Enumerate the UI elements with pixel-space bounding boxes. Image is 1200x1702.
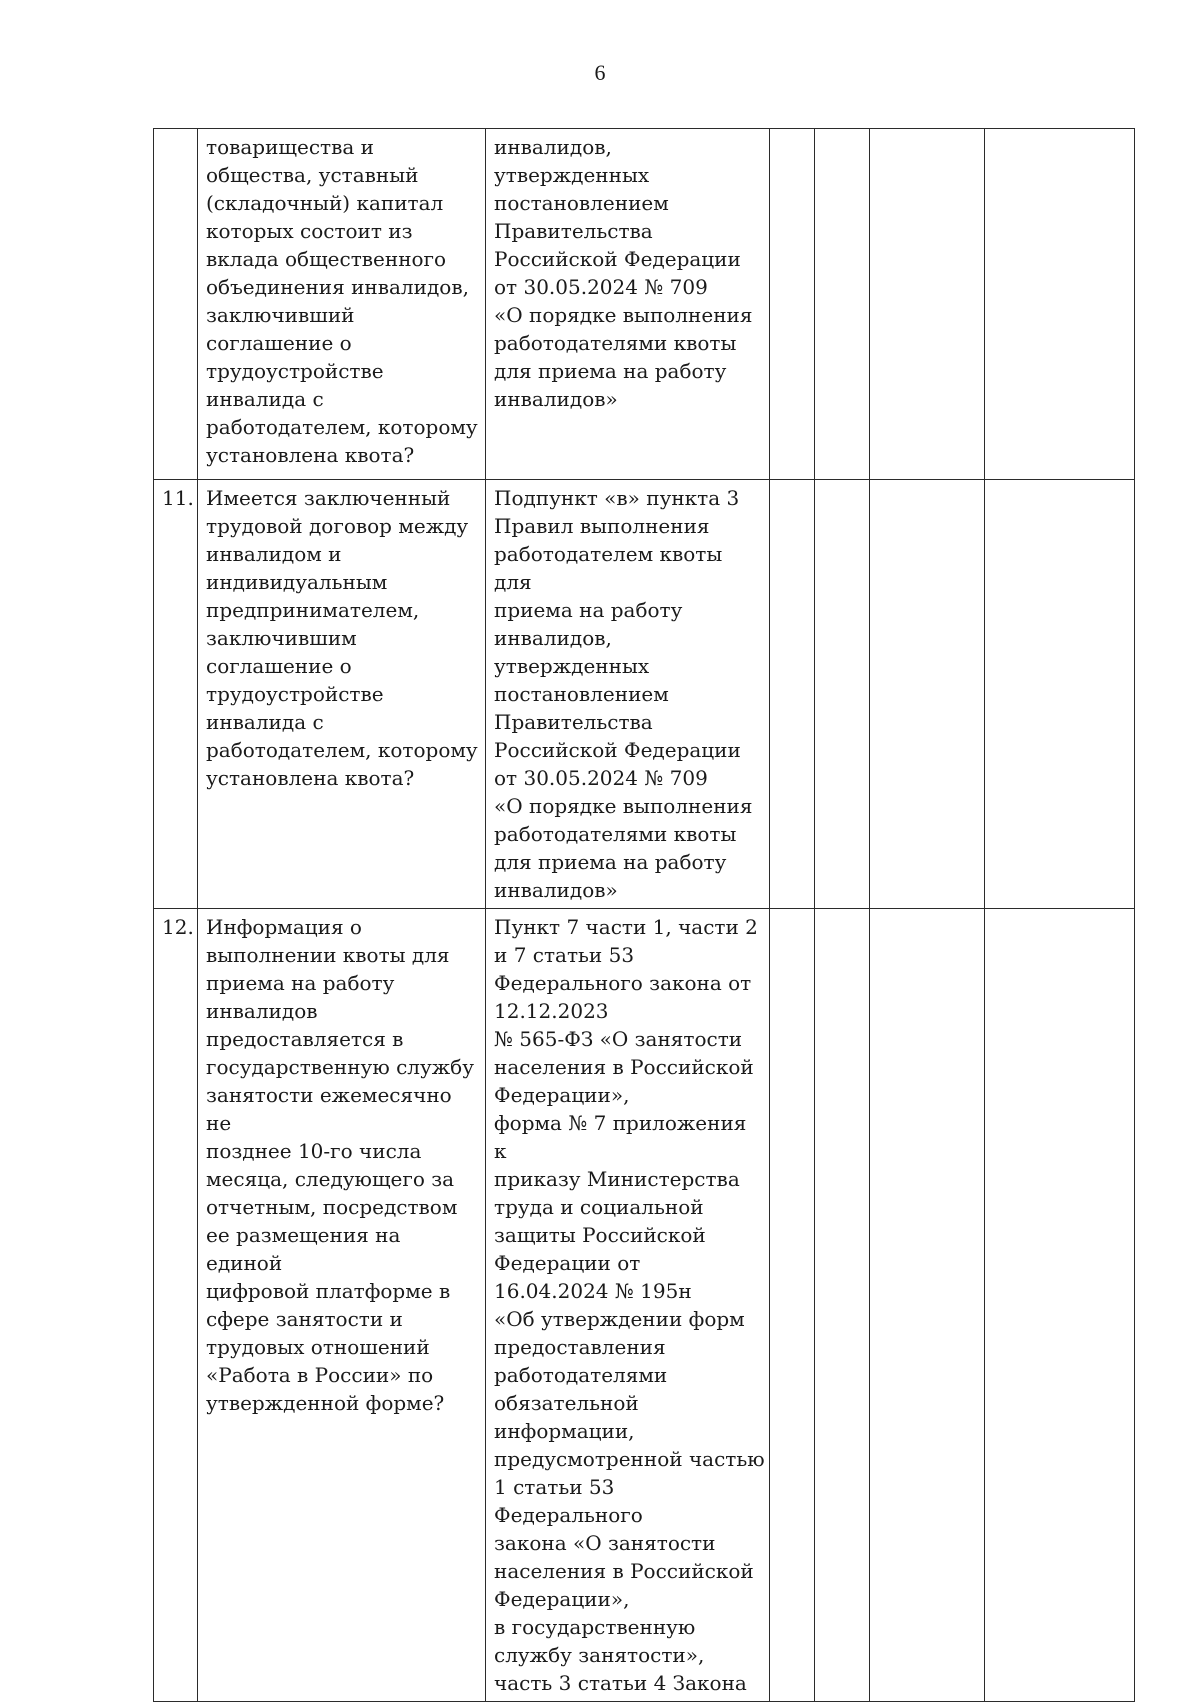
checklist-table [153,128,1135,1702]
note-cell [985,129,1135,480]
question-cell: товарищества и общества, уставный (складочный) капитал которых состоит из вклада общественного объединения инвалидов, заключивший соглашение о трудоустройстве инвалида с работодателем, которому установлена квота? [198,129,486,480]
page-number: 6 [594,60,606,85]
answer-yes-cell [770,480,815,909]
reference-cell: Подпункт «в» пункта 3 Правил выполнения работодателем квоты для приема на работу инвалидов, утвержденных постановлением Правительства Российской Федерации от 30.05.2024 № 709 «О порядке выполнения работодателями квоты для приема на работу инвалидов» [486,480,770,909]
note-cell [985,480,1135,909]
answer-no-cell [815,129,870,480]
table-row [154,480,1135,909]
reference-cell: инвалидов, утвержденных постановлением Правительства Российской Федерации от 30.05.2024 № 709 «О порядке выполнения работодателями квоты для приема на работу инвалидов» [486,129,770,480]
not-applicable-cell [870,909,985,1702]
question-cell: Имеется заключенный трудовой договор между инвалидом и индивидуальным предпринимателем, заключившим соглашение о трудоустройстве инвалида с работодателем, которому установлена квота? [198,480,486,909]
row-number [154,129,198,480]
table-row [154,129,1135,480]
not-applicable-cell [870,129,985,480]
note-cell [985,909,1135,1702]
table-row [154,909,1135,1702]
answer-no-cell [815,909,870,1702]
answer-no-cell [815,480,870,909]
answer-yes-cell [770,129,815,480]
row-number: 11. [154,480,198,909]
answer-yes-cell [770,909,815,1702]
question-cell: Информация о выполнении квоты для приема на работу инвалидов предоставляется в государственную службу занятости ежемесячно не позднее 10-го числа месяца, следующего за отчетным, посредством ее размещения на единой цифровой платформе в сфере занятости и трудовых отношений «Работа в России» по утвержденной форме? [198,909,486,1702]
reference-cell: Пункт 7 части 1, части 2 и 7 статьи 53 Федерального закона от 12.12.2023 № 565-ФЗ «О занятости населения в Российской Федерации», форма № 7 приложения к приказу Министерства труда и социальной защиты Российской Федерации от 16.04.2024 № 195н «Об утверждении форм предоставления работодателями обязательной информации, предусмотренной частью 1 статьи 53 Федерального закона «О занятости населения в Российской Федерации», в государственную службу занятости», часть 3 статьи 4 Закона [486,909,770,1702]
not-applicable-cell [870,480,985,909]
row-number: 12. [154,909,198,1702]
